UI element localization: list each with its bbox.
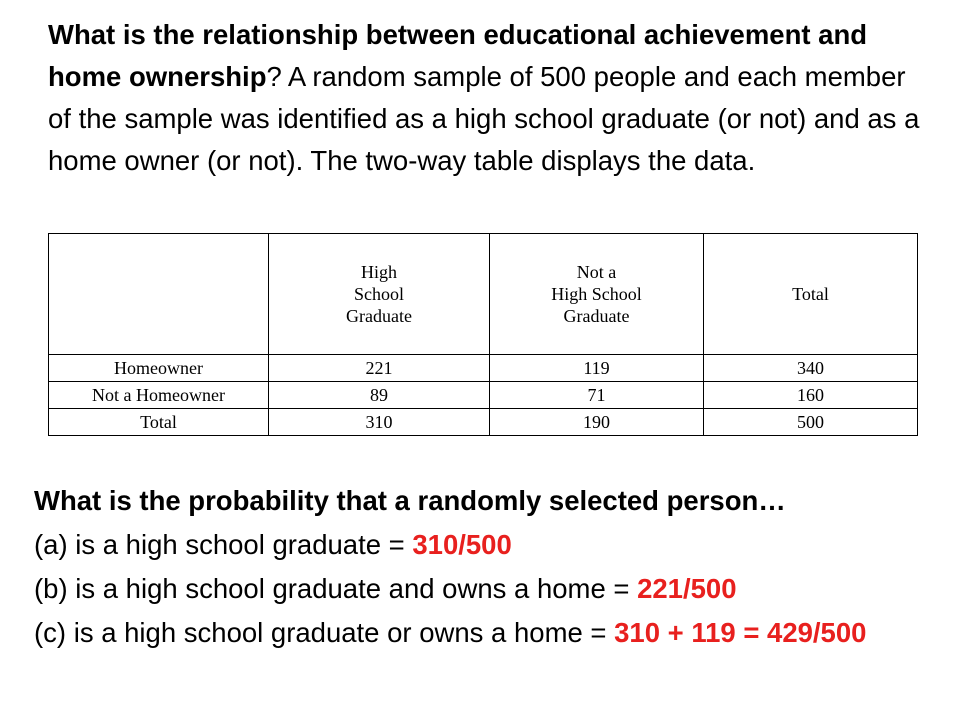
table-header-row [49,234,918,355]
table-row [49,409,918,436]
header-hs-graduate: High School Graduate [269,234,490,355]
table-cell: 190 [490,409,704,436]
question-answer: 221/500 [637,573,737,604]
intro-paragraph [48,14,928,182]
question-text: (c) is a high school graduate or owns a home = [34,617,615,648]
table-cell: 500 [704,409,918,436]
questions-title: What is the probability that a randomly selected person… [34,485,786,516]
table-cell: 340 [704,355,918,382]
intro-description: ? A random sample of 500 people and each member of the sample was identified as a high school graduate (or not) and as a home owner (or not). The two-way table displays the data. [48,61,920,176]
question-answer: 310/500 [412,529,512,560]
question-text: (b) is a high school graduate and owns a home = [34,573,638,604]
question-a [34,523,934,567]
header-not-hs-graduate: Not a High School Graduate [490,234,704,355]
row-label: Total [49,409,269,436]
question-text: (a) is a high school graduate = [34,529,413,560]
header-empty-cell [49,234,269,355]
table-cell: 221 [269,355,490,382]
table-cell: 71 [490,382,704,409]
question-c [34,611,934,655]
questions-section [34,479,934,655]
table-cell: 119 [490,355,704,382]
table-row [49,382,918,409]
row-label: Not a Homeowner [49,382,269,409]
row-label: Homeowner [49,355,269,382]
table-row [49,355,918,382]
table-cell: 310 [269,409,490,436]
header-total: Total [704,234,918,355]
table-cell: 89 [269,382,490,409]
question-b [34,567,934,611]
table-cell: 160 [704,382,918,409]
two-way-table [48,233,918,436]
question-answer: 310 + 119 = 429/500 [614,617,867,648]
intro-question: What is the relationship between educational achievement and home ownership [48,19,868,92]
